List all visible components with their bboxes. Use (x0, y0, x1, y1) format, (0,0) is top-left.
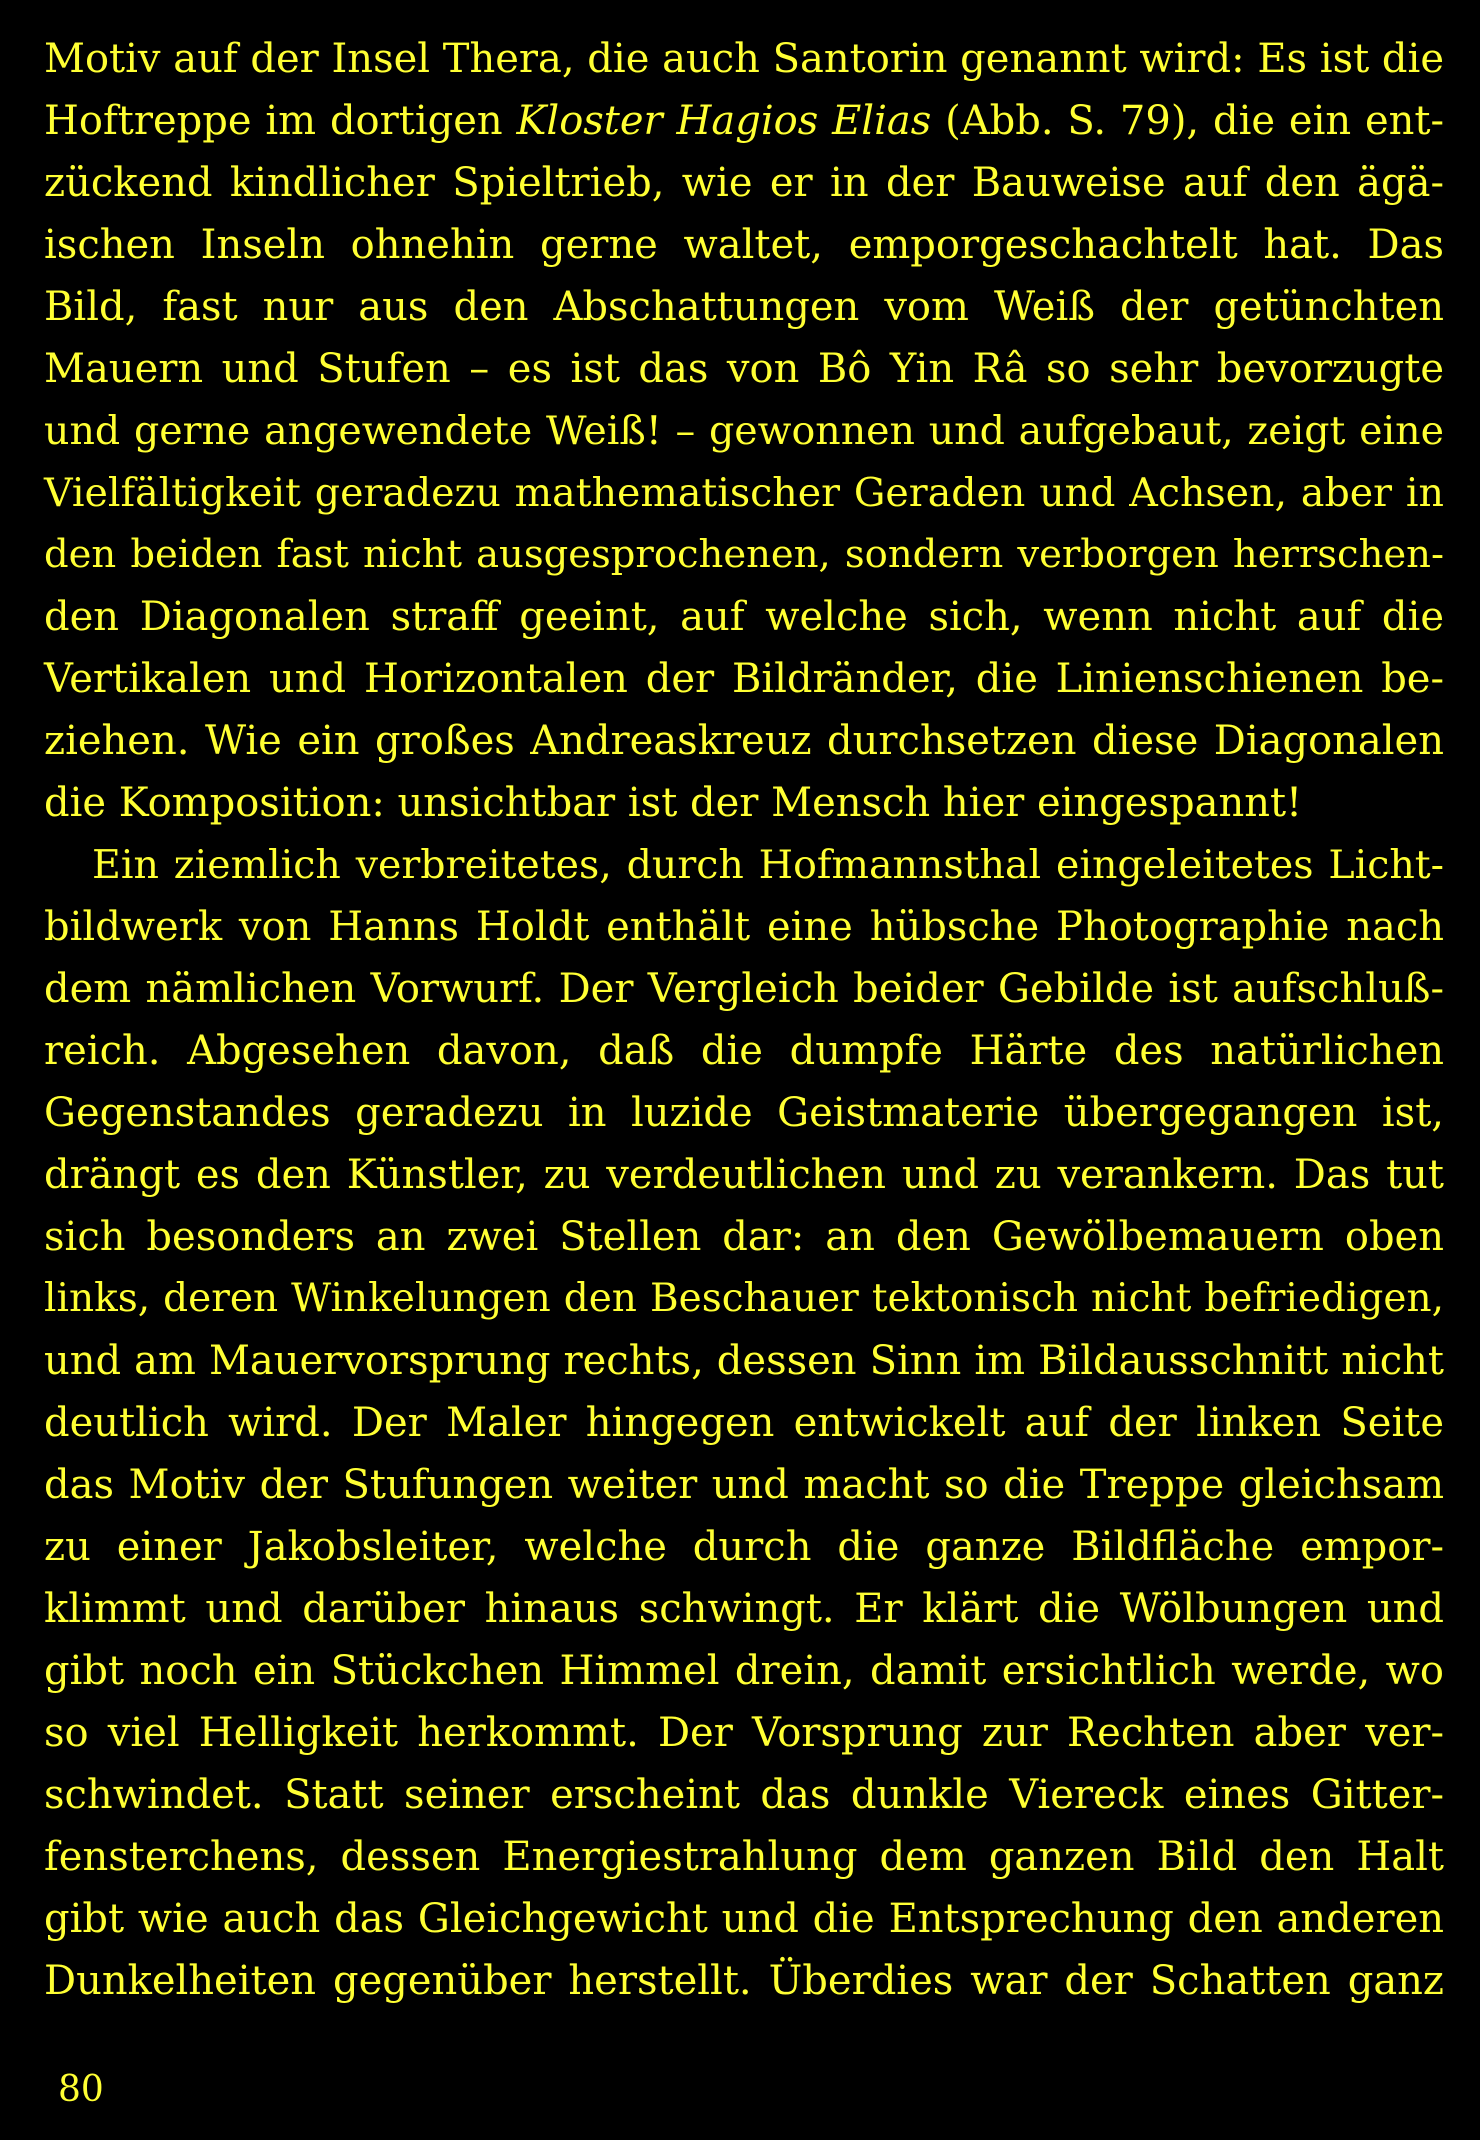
text-line-start: Hoftreppe im dortigen (44, 98, 517, 144)
text-line: den beiden fast nicht ausgesprochenen, sondern verborgen herrschen- (44, 532, 1444, 577)
text-line: und gerne angewendete Weiß! – gewonnen und aufgebaut, zeigt eine (44, 408, 1444, 454)
text-line (44, 90, 1444, 152)
text-line: klimmt und darüber hinaus schwingt. Er klärt die Wölbungen und (44, 1586, 1444, 1632)
italic-title-kloster-hagios-elias: Kloster Hagios Elias (516, 98, 932, 144)
text-line: Ein ziemlich verbreitetes, durch Hofmannsthal eingeleitetes Licht- (92, 842, 1444, 888)
text-line: drängt es den Künstler, zu verdeutlichen und zu verankern. Das tut (44, 1152, 1444, 1198)
text-line: dem nämlichen Vorwurf. Der Vergleich beider Gebilde ist aufschluß- (44, 966, 1444, 1012)
text-line: fensterchens, dessen Energiestrahlung dem ganzen Bild den Halt (44, 1834, 1444, 1880)
text-line: sich besonders an zwei Stellen dar: an den Gewölbemauern oben (44, 1214, 1444, 1260)
text-line: die Komposition: unsichtbar ist der Mensch hier eingespannt! (44, 780, 1303, 826)
text-line: Bild, fast nur aus den Abschattungen vom Weiß der getünchten (44, 284, 1444, 330)
paragraph-1 (44, 28, 1444, 834)
text-line: so viel Helligkeit herkommt. Der Vorsprung zur Rechten aber ver- (44, 1710, 1444, 1756)
body-text (44, 28, 1444, 2012)
text-line: links, deren Winkelungen den Beschauer tektonisch nicht befriedigen, (44, 1276, 1444, 1321)
text-line: Vielfältigkeit geradezu mathematischer Geraden und Achsen, aber in (44, 470, 1444, 516)
text-line: bildwerk von Hanns Holdt enthält eine hübsche Photographie nach (44, 904, 1444, 950)
text-line: deutlich wird. Der Maler hingegen entwickelt auf der linken Seite (44, 1400, 1444, 1446)
text-line: das Motiv der Stufungen weiter und macht so die Treppe gleichsam (44, 1462, 1444, 1508)
text-line: zückend kindlicher Spieltrieb, wie er in der Bauweise auf den ägä- (44, 160, 1444, 206)
paragraph-2 (44, 834, 1444, 2012)
text-line: zu einer Jakobsleiter, welche durch die ganze Bildfläche empor- (44, 1524, 1444, 1570)
page-number: 80 (58, 2069, 104, 2110)
text-line: schwindet. Statt seiner erscheint das dunkle Viereck eines Gitter- (44, 1772, 1444, 1818)
text-line: den Diagonalen straff geeint, auf welche sich, wenn nicht auf die (44, 594, 1444, 640)
text-line: Mauern und Stufen – es ist das von Bô Yin Râ so sehr bevorzugte (44, 346, 1444, 392)
text-line: Dunkelheiten gegenüber herstellt. Überdies war der Schatten ganz (44, 1958, 1444, 2004)
text-line: Vertikalen und Horizontalen der Bildränder, die Linienschienen be- (44, 656, 1444, 702)
text-line-end: (Abb. S. 79), die ein ent- (931, 98, 1445, 144)
text-line: reich. Abgesehen davon, daß die dumpfe Härte des natürlichen (44, 1028, 1444, 1074)
text-line: gibt wie auch das Gleichgewicht und die Entsprechung den anderen (44, 1896, 1444, 1942)
text-line: Gegenstandes geradezu in luzide Geistmaterie übergegangen ist, (44, 1090, 1444, 1136)
text-line: ziehen. Wie ein großes Andreaskreuz durchsetzen diese Diagonalen (44, 718, 1444, 764)
text-line: Motiv auf der Insel Thera, die auch Santorin genannt wird: Es ist die (44, 36, 1444, 82)
text-line: und am Mauervorsprung rechts, dessen Sinn im Bildausschnitt nicht (44, 1338, 1444, 1384)
text-line: ischen Inseln ohnehin gerne waltet, emporgeschachtelt hat. Das (44, 222, 1444, 268)
text-line: gibt noch ein Stückchen Himmel drein, damit ersichtlich werde, wo (44, 1648, 1444, 1694)
